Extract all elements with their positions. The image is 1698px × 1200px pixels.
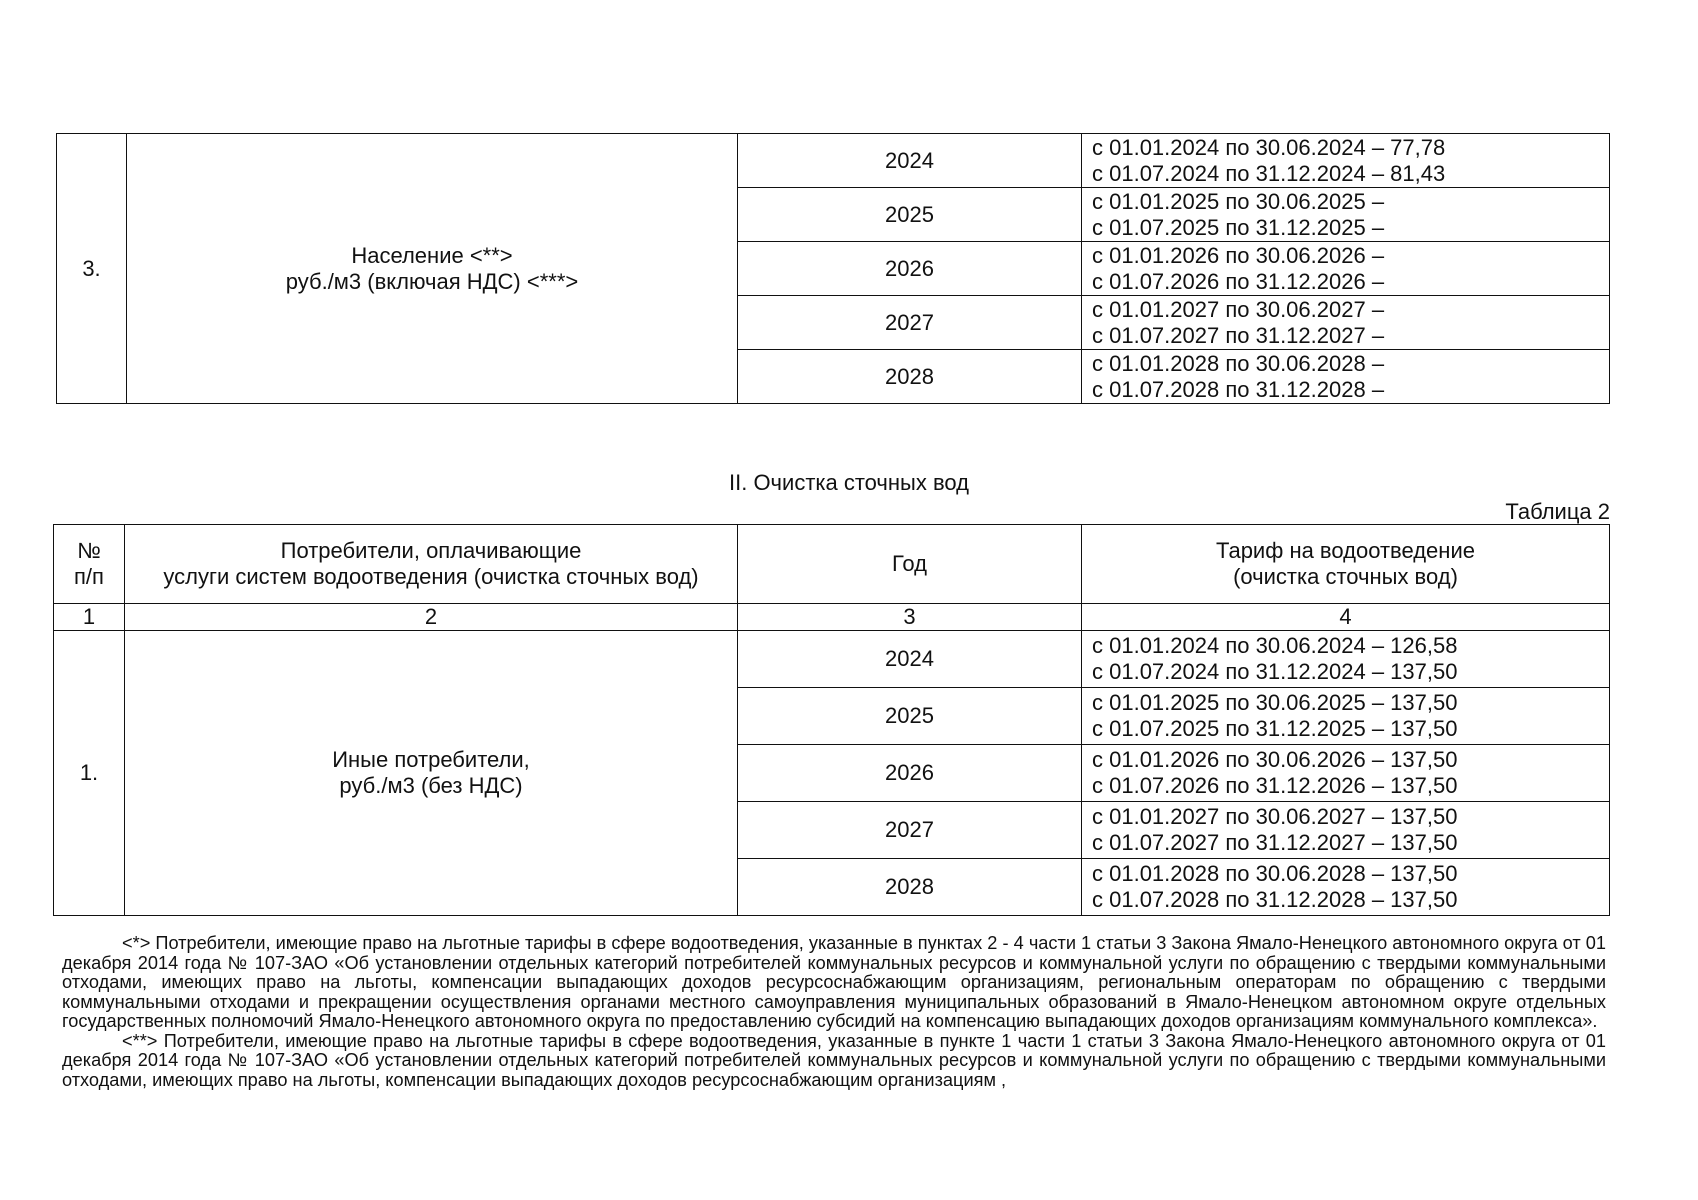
header-tariff bbox=[1082, 525, 1610, 604]
tariff-cell bbox=[1082, 631, 1610, 688]
tariff-period-1: с 01.01.2027 по 30.06.2027 – bbox=[1092, 296, 1385, 322]
consumer-unit: руб./м3 (без НДС) bbox=[339, 773, 523, 798]
tariff-period-1: с 01.01.2028 по 30.06.2028 – bbox=[1092, 350, 1385, 376]
table-header-row bbox=[54, 525, 1610, 604]
tariff-period-2: с 01.07.2027 по 31.12.2027 – bbox=[1092, 322, 1385, 348]
table-label: Таблица 2 bbox=[1505, 499, 1610, 524]
header-number-line2: п/п bbox=[74, 564, 104, 589]
consumer-unit: руб./м3 (включая НДС) <***> bbox=[285, 268, 579, 294]
tariff-cell bbox=[1082, 350, 1610, 404]
year-cell: 2024 bbox=[738, 134, 1082, 188]
year-cell: 2025 bbox=[738, 188, 1082, 242]
tariff-cell bbox=[1082, 688, 1610, 745]
header-number-line1: № bbox=[77, 538, 101, 563]
tariff-period-1: с 01.01.2025 по 30.06.2025 – 137,50 bbox=[1092, 690, 1458, 715]
tariff-period-2: с 01.07.2027 по 31.12.2027 – 137,50 bbox=[1092, 830, 1458, 855]
tariff-period-2: с 01.07.2024 по 31.12.2024 – 137,50 bbox=[1092, 659, 1458, 684]
tariff-period-2: с 01.07.2028 по 31.12.2028 – bbox=[1092, 376, 1385, 402]
header-consumers-line2: услуги систем водоотведения (очистка сточных вод) bbox=[163, 564, 699, 589]
row-number: 3. bbox=[57, 134, 127, 404]
tariff-cell bbox=[1082, 188, 1610, 242]
header-tariff-line1: Тариф на водоотведение bbox=[1216, 538, 1475, 563]
tariff-period-1: с 01.01.2025 по 30.06.2025 – bbox=[1092, 188, 1385, 214]
header-number bbox=[54, 525, 125, 604]
tariff-period-1: с 01.01.2026 по 30.06.2026 – bbox=[1092, 242, 1385, 268]
year-cell: 2024 bbox=[738, 631, 1082, 688]
row-number: 1. bbox=[54, 631, 125, 916]
consumer-name: Иные потребители, bbox=[332, 747, 530, 772]
year-cell: 2028 bbox=[738, 350, 1082, 404]
consumer-category bbox=[127, 134, 738, 404]
year-cell: 2027 bbox=[738, 296, 1082, 350]
tariff-cell bbox=[1082, 296, 1610, 350]
tariff-table-1 bbox=[56, 133, 1610, 404]
year-cell: 2027 bbox=[738, 802, 1082, 859]
column-number: 1 bbox=[54, 604, 125, 631]
table-row bbox=[57, 134, 1610, 188]
tariff-cell bbox=[1082, 745, 1610, 802]
year-cell: 2026 bbox=[738, 242, 1082, 296]
tariff-period-1: с 01.01.2028 по 30.06.2028 – 137,50 bbox=[1092, 861, 1458, 886]
header-tariff-line2: (очистка сточных вод) bbox=[1233, 564, 1458, 589]
section-title: II. Очистка сточных вод bbox=[729, 470, 969, 495]
tariff-cell bbox=[1082, 242, 1610, 296]
tariff-period-1: с 01.01.2024 по 30.06.2024 – 77,78 bbox=[1092, 134, 1446, 160]
header-consumers bbox=[125, 525, 738, 604]
year-cell: 2026 bbox=[738, 745, 1082, 802]
column-number-row bbox=[54, 604, 1610, 631]
tariff-period-2: с 01.07.2028 по 31.12.2028 – 137,50 bbox=[1092, 887, 1458, 912]
consumer-name: Население <**> bbox=[351, 242, 513, 268]
column-number: 4 bbox=[1082, 604, 1610, 631]
footnote-1: <*> Потребители, имеющие право на льготные тарифы в сфере водоотведения, указанные в пунктах 2 - 4 части 1 статьи 3 Закона Ямало-Ненецкого автономного округа от 01 декабря 2014 года № 107-ЗАО «Об установлении отдельных категорий потребителей коммунальных ресурсов и коммунальной услуги по обращению с твердыми коммунальными отходами, имеющих право на льготы, компенсации выпадающих доходов ресурсоснабжающим организациям, региональным операторам по обращению с твердыми коммунальными отходами и прекращении осуществления органами местного самоуправления муниципальных образований в Ямало-Ненецком автономном округе отдельных государственных полномочий Ямало-Ненецкого автономного округа по предоставлению субсидий на компенсацию выпадающих доходов организациям коммунального комплекса». bbox=[62, 933, 1606, 1031]
tariff-period-2: с 01.07.2024 по 31.12.2024 – 81,43 bbox=[1092, 160, 1446, 186]
year-cell: 2025 bbox=[738, 688, 1082, 745]
tariff-cell bbox=[1082, 859, 1610, 916]
consumer-category bbox=[125, 631, 738, 916]
column-number: 3 bbox=[738, 604, 1082, 631]
tariff-cell bbox=[1082, 134, 1610, 188]
tariff-period-2: с 01.07.2026 по 31.12.2026 – 137,50 bbox=[1092, 773, 1458, 798]
footnotes bbox=[62, 934, 1606, 1090]
header-consumers-line1: Потребители, оплачивающие bbox=[280, 538, 582, 563]
tariff-cell bbox=[1082, 802, 1610, 859]
tariff-period-2: с 01.07.2025 по 31.12.2025 – 137,50 bbox=[1092, 716, 1458, 741]
column-number: 2 bbox=[125, 604, 738, 631]
header-year: Год bbox=[738, 525, 1082, 604]
tariff-period-1: с 01.01.2024 по 30.06.2024 – 126,58 bbox=[1092, 633, 1458, 658]
tariff-period-1: с 01.01.2026 по 30.06.2026 – 137,50 bbox=[1092, 747, 1458, 772]
year-cell: 2028 bbox=[738, 859, 1082, 916]
table-row bbox=[54, 631, 1610, 688]
footnote-2: <**> Потребители, имеющие право на льготные тарифы в сфере водоотведения, указанные в пункте 1 части 1 статьи 3 Закона Ямало-Ненецкого автономного округа от 01 декабря 2014 года № 107-ЗАО «Об установлении отдельных категорий потребителей коммунальных ресурсов и коммунальной услуги по обращению с твердыми коммунальными отходами, имеющих право на льготы, компенсации выпадающих доходов ресурсоснабжающим организациям , bbox=[62, 1030, 1606, 1090]
tariff-period-2: с 01.07.2025 по 31.12.2025 – bbox=[1092, 214, 1385, 240]
tariff-period-1: с 01.01.2027 по 30.06.2027 – 137,50 bbox=[1092, 804, 1458, 829]
tariff-period-2: с 01.07.2026 по 31.12.2026 – bbox=[1092, 268, 1385, 294]
tariff-table-2 bbox=[53, 524, 1610, 916]
